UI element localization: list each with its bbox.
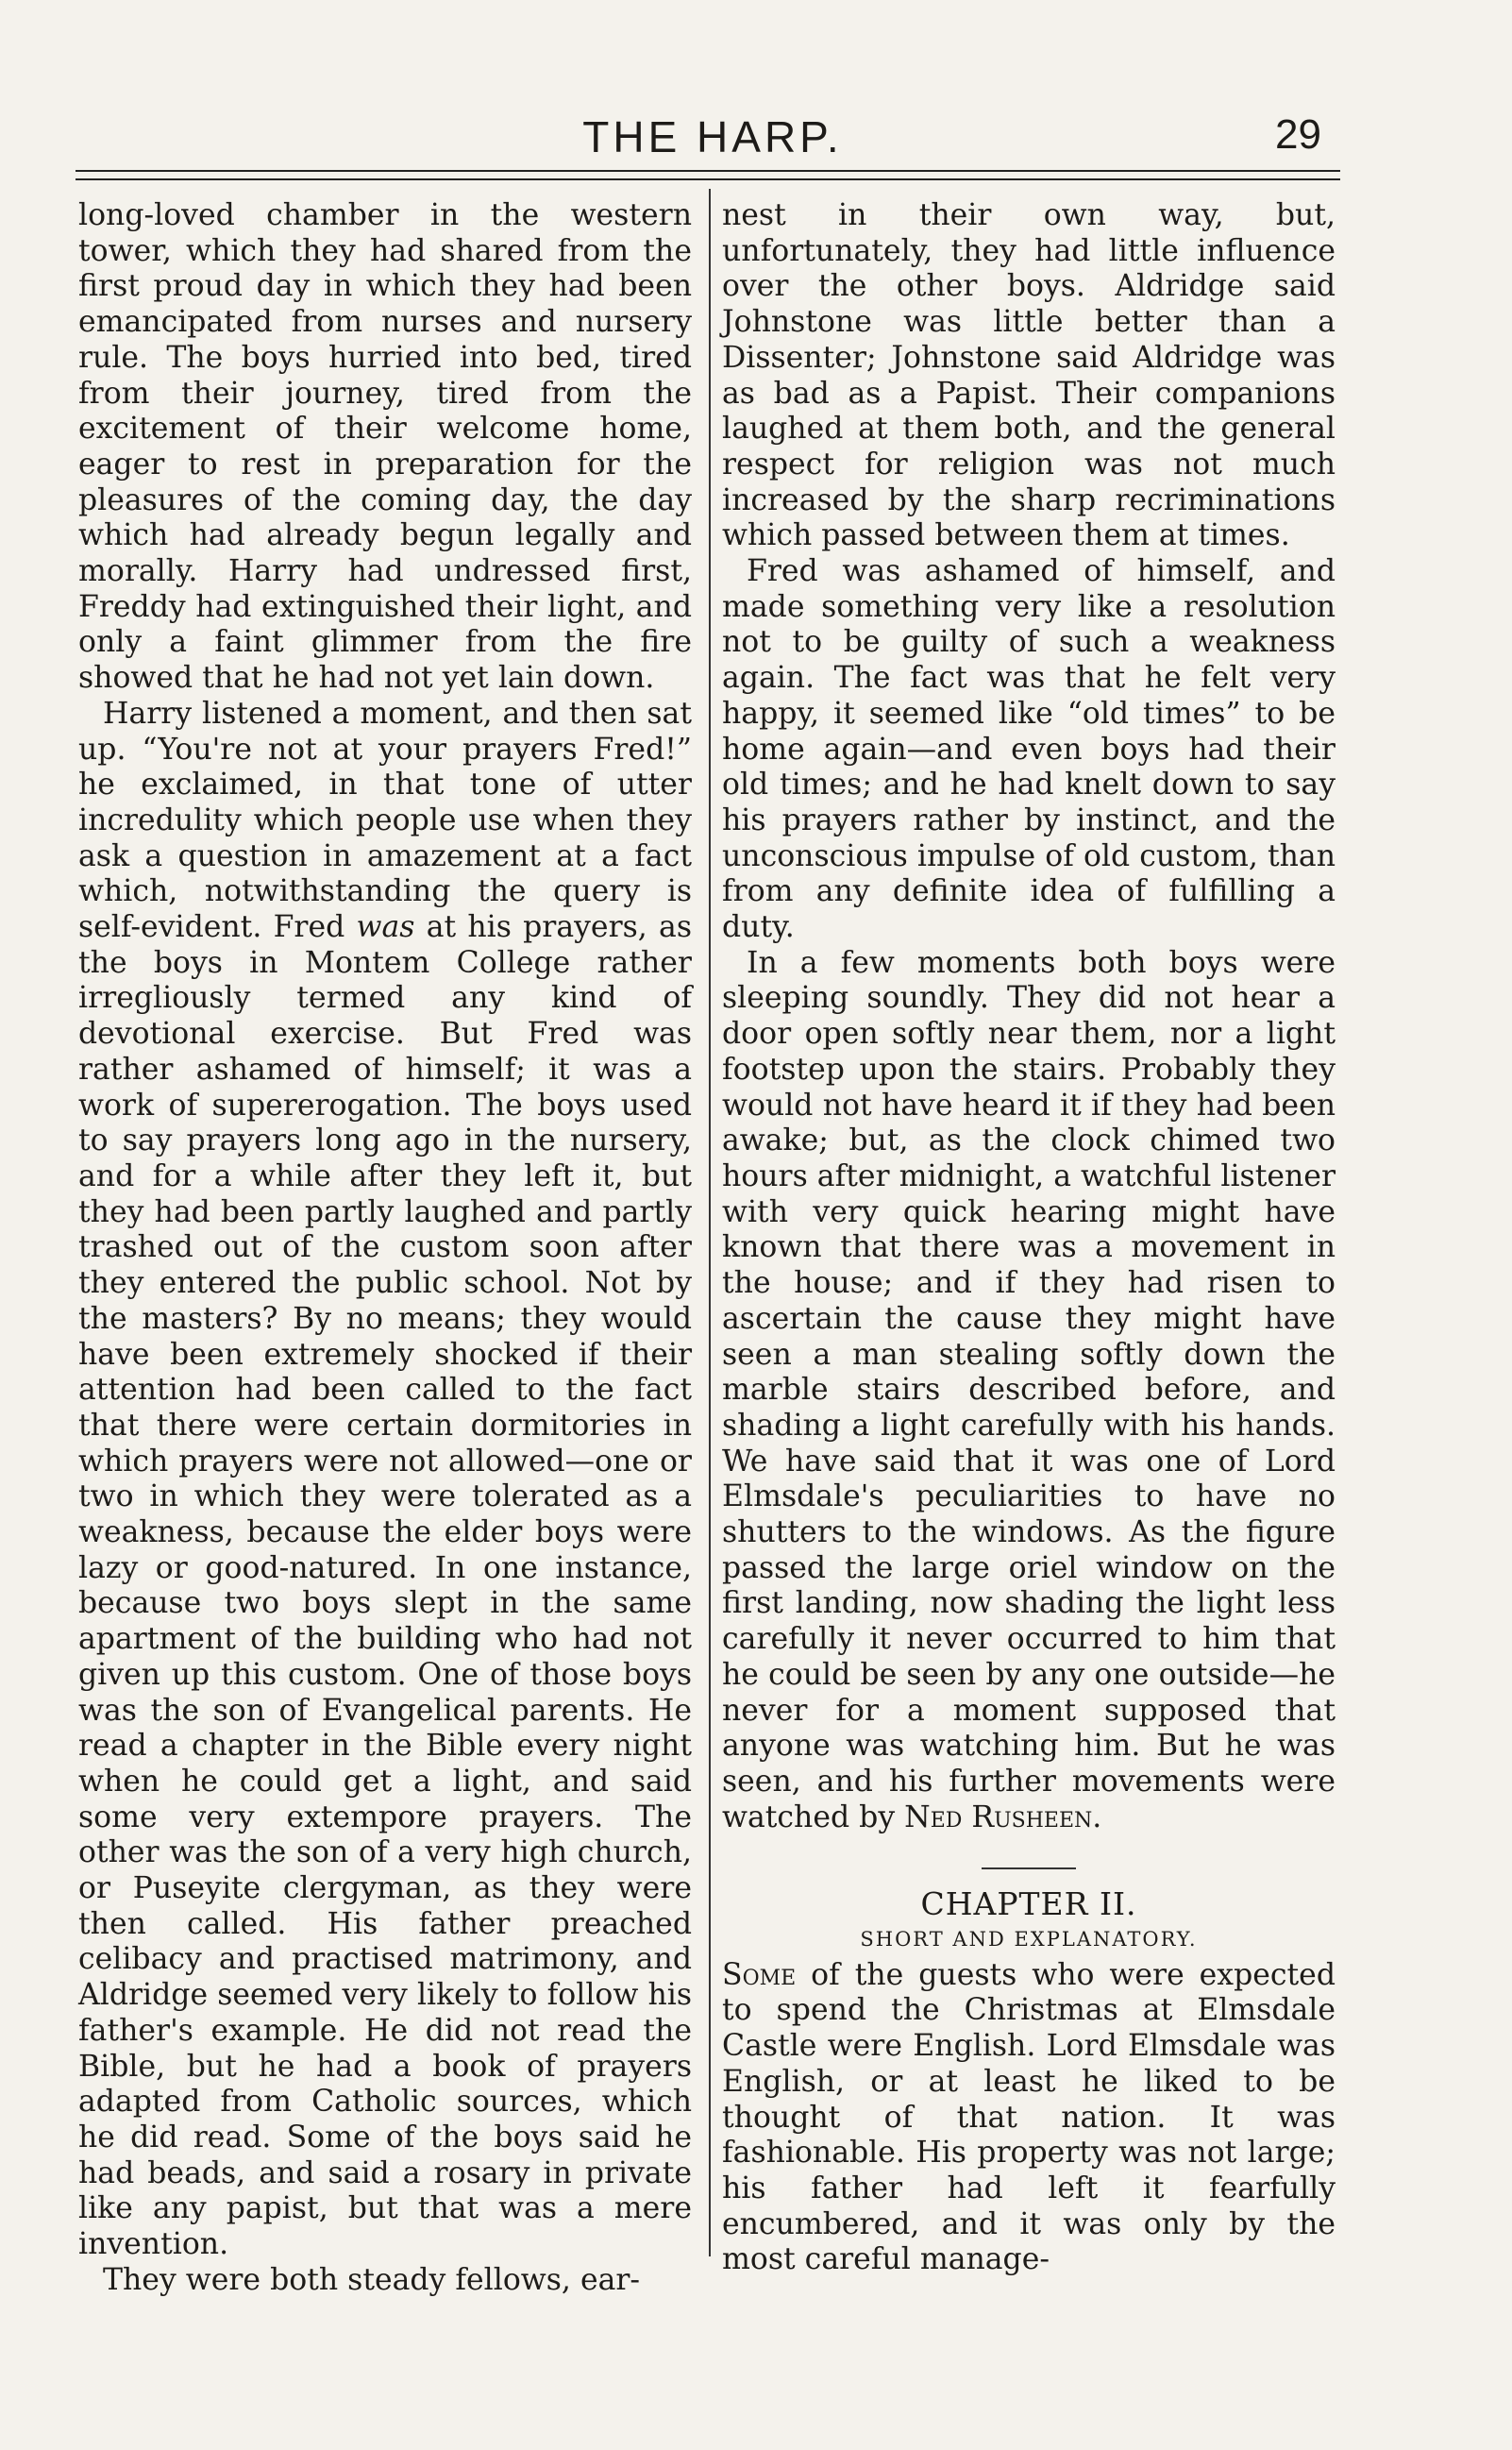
right-paragraph-3-text: In a few moments both boys were sleeping soundly. They did not hear a door open softly near them, nor a light footstep upon the stairs. Probably they would not have heard it if they had been awake; but, as the clock chimed two hours after midnight, a watchful listener with very quick hearing might have known that there was a movement in the house; and if they had risen to ascertain the cause they might have seen a man stealing softly down the marble stairs described before, and shading a light carefully with his hands. We have said that it was one of Lord Elmsdale's peculiarities to have no shutters to the windows. As the figure passed the large oriel window on the first landing, now shading the light less carefully it never occurred to him that he could be seen by any one outside—he never for a moment supposed that anyone was watching him. But he was seen, and his further movements were watched by [722,945,1336,1834]
right-paragraph-4-text: of the guests who were expected to spend the Christmas at Elmsdale Castle were English. Lord Elmsdale was English, or at least he liked to be thought of that nation. It was fashionable. His property was not large; his father had left it fearfully encumbered, and it was only by the most careful manage- [722,1957,1336,2277]
page-header [76,102,1350,168]
left-paragraph-1: long-loved chamber in the western tower, which they had shared from the first proud day in which they had been emancipated from nurses and nursery rule. The boys hurried into bed, tired from their journey, tired from the excitement of their welcome home, eager to rest in preparation for the pleasures of the coming day, the day which had already begun legally and morally. Harry had undressed first, Freddy had extinguished their light, and only a faint glimmer from the fire showed that he had not yet lain down. [78,198,692,696]
left-paragraph-2-part-b: at his prayers, as the boys in Montem College rather irregliously termed any kind of devotional exercise. But Fred was rather ashamed of himself; it was a work of supererogation. The boys used to say prayers long ago in the nursery, and for a while after they left it, but they had been partly laughed and partly trashed out of the custom soon after they entered the public school. Not by the masters? By no means; they would have been extremely shocked if their attention had been called to the fact that there were certain dormitories in which prayers were not allowed—one or two in which they were tolerated as a weakness, because the elder boys were lazy or good-natured. In one instance, because two boys slept in the same apartment of the building who had not given up this custom. One of those boys was the son of Evangelical parents. He read a chapter in the Bible every night when he could get a light, and said some very extempore prayers. The other was the son of a very high church, or Puseyite clergyman, as they were then called. His father preached celibacy and practised matrimony, and Aldridge seemed very likely to follow his father's example. He did not read the Bible, but he had a book of prayers adapted from Catholic sources, which he did read. Some of the boys said he had beads, and said a rosary in private like any papist, but that was a mere invention. [78,910,692,2262]
page-number: 29 [1275,111,1321,158]
left-paragraph-3: They were both steady fellows, ear- [103,2262,641,2297]
right-paragraph-4 [722,1958,1336,2278]
right-paragraph-3 [722,946,1336,1836]
left-paragraph-2-part-a: Harry listened a moment, and then sat up. “You're not at your prayers Fred!” he exclaimed, in that tone of utter incredulity which people use when they ask a question in amazement at a fact which, notwithstanding the query is self-evident. Fred [78,696,692,945]
header-rule-bottom [76,178,1340,180]
left-column [78,198,692,2297]
left-paragraph-2 [78,697,692,2263]
chapter-heading: CHAPTER II. [920,1885,1137,1923]
header-rule-top [76,170,1340,172]
right-column [722,198,1336,2277]
right-paragraph-2: Fred was ashamed of himself, and made something very like a resolution not to be guilty of such a weakness again. The fact was that he felt very happy, it seemed like “old times” to be home again—and even boys had their old times; and he had knelt down to say his prayers rather by instinct, and the unconscious impulse of old custom, than from any definite idea of fulfilling a duty. [722,554,1336,945]
character-name-ned-rusheen: Ned Rusheen. [904,1799,1102,1834]
running-title: THE HARP. [582,112,843,161]
chapter-subtitle: SHORT AND EXPLANATORY. [860,1928,1198,1952]
paragraph-lead-word: Some [722,1957,797,1992]
emphasis-was: was [356,910,415,945]
column-divider [709,189,711,2256]
right-paragraph-1: nest in their own way, but, unfortunately, they had little influence over the other boys. Aldridge said Johnstone was little better than a Dissenter; Johnstone said Aldridge was as bad as a Papist. Their companions laughed at them both, and the general respect for religion was not much increased by the sharp recriminations which passed between them at times. [722,198,1336,553]
chapter-divider-rule [982,1867,1076,1869]
